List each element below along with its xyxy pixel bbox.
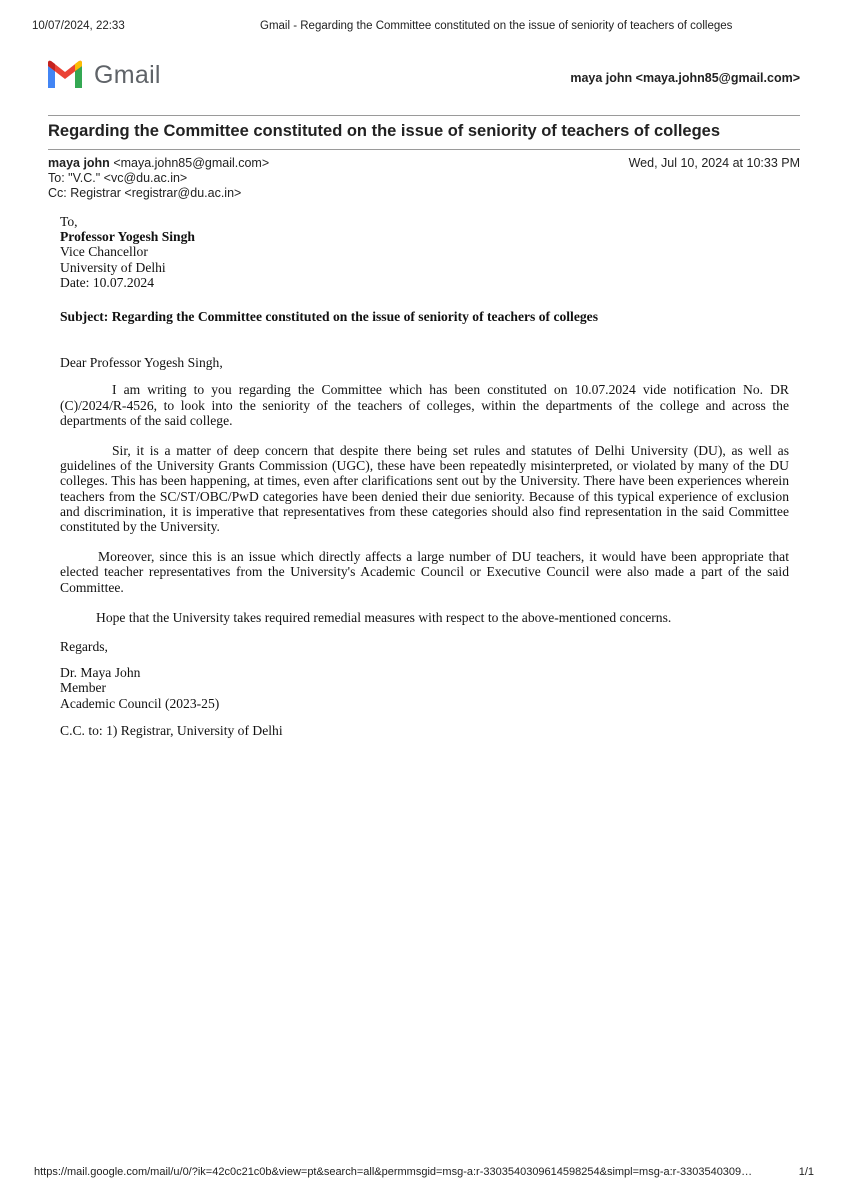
signer-name: Dr. Maya John: [60, 665, 141, 681]
brand-row: [46, 60, 800, 96]
paragraph-4: Hope that the University takes required remedial measures with respect to the above-mentioned concerns.: [96, 609, 672, 625]
cc-note: C.C. to: 1) Registrar, University of Delhi: [60, 722, 283, 738]
signer-body: Academic Council (2023-25): [60, 695, 220, 711]
divider-top: [48, 115, 800, 116]
to-label: To,: [60, 214, 78, 229]
recipient-line: To: "V.C." <vc@du.ac.in>: [48, 171, 188, 185]
closing: Regards,: [60, 639, 108, 655]
letter-date: Date: 10.07.2024: [60, 274, 155, 290]
page-number: 1/1: [798, 1166, 814, 1178]
divider-bottom: [48, 149, 800, 150]
account-label: maya john <maya.john85@gmail.com>: [570, 71, 800, 85]
salutation: Dear Professor Yogesh Singh,: [60, 355, 223, 371]
sent-timestamp: Wed, Jul 10, 2024 at 10:33 PM: [628, 156, 800, 170]
gmail-m-icon: [46, 60, 84, 90]
paragraph-2: Sir, it is a matter of deep concern that despite there being set rules and statutes of Delhi University (DU), as well as guidelines of the University Grants Commission (UGC), these have been repeatedly misinterpreted, or violated by many of the DU colleges. This has been happening, at times, even after clarifications sent out by the University. There have been experiences wherein teachers from the SC/ST/OBC/PwD categories have been denied their due seniority. Because of this typical experience of exclusion and discrimination, it is imperative that representatives from these categories should also find representation in the said Committee constituted by the University.: [60, 443, 789, 535]
address-block: [60, 214, 789, 290]
recipient-org: University of Delhi: [60, 259, 166, 275]
print-page-title: Gmail - Regarding the Committee constituted on the issue of seniority of teachers of colleges: [260, 20, 733, 32]
gmail-logo: [46, 60, 161, 90]
signature-block: [60, 665, 789, 711]
gmail-wordmark: Gmail: [94, 60, 161, 89]
recipient-name: Professor Yogesh Singh: [60, 229, 195, 245]
letter-subject: Subject: Regarding the Committee constituted on the issue of seniority of teachers of colleges: [60, 309, 598, 325]
sender-name: maya john: [48, 156, 110, 170]
print-url[interactable]: https://mail.google.com/mail/u/0/?ik=42c0c21c0b&view=pt&search=all&permmsgid=msg-a:r-3303540309614598254&simpl=msg-a:r-3303540309…: [34, 1166, 753, 1178]
paragraph-3: Moreover, since this is an issue which directly affects a large number of DU teachers, it would have been appropriate that elected teacher representatives from the University's Academic Council or Executive Council were also made a part of the said Committee.: [60, 549, 789, 595]
sender-email: <maya.john85@gmail.com>: [113, 156, 270, 170]
print-datetime: 10/07/2024, 22:33: [32, 20, 125, 32]
cc-line: Cc: Registrar <registrar@du.ac.in>: [48, 186, 242, 200]
recipient-title: Vice Chancellor: [60, 244, 148, 260]
signer-role: Member: [60, 680, 107, 696]
thread-title: Regarding the Committee constituted on the issue of seniority of teachers of colleges: [48, 122, 721, 140]
message-meta: [48, 156, 800, 201]
paragraph-1: I am writing to you regarding the Committee which has been constituted on 10.07.2024 vide notification No. DR (C)/2024/R-4526, to look into the seniority of the teachers of colleges, within the departments of the college and across the departments of the said college.: [60, 382, 789, 428]
letter-body: [60, 214, 789, 738]
